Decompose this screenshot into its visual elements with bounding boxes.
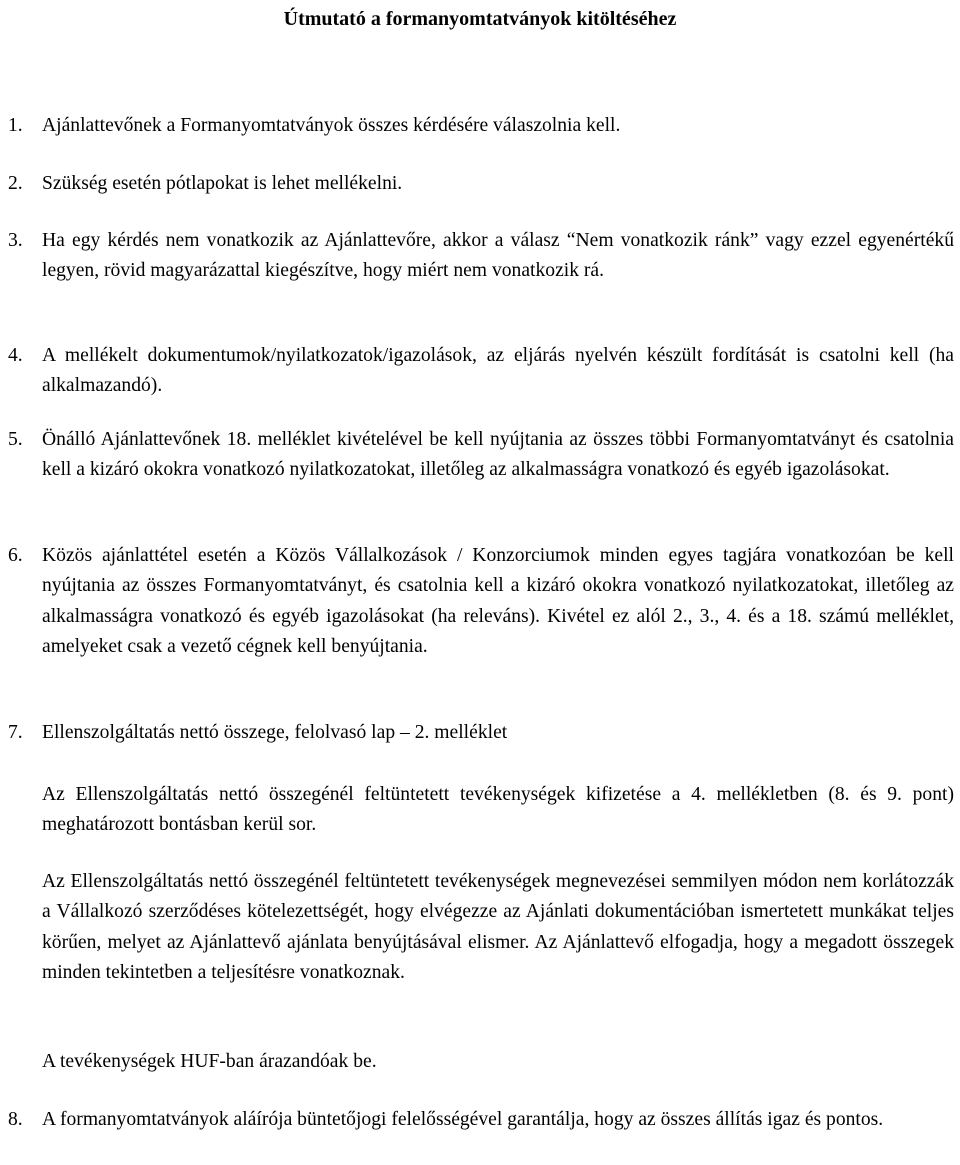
item-text: Ajánlattevőnek a Formanyomtatványok összes kérdésére válaszolnia kell.	[42, 115, 621, 136]
item-number: 3.	[8, 230, 23, 251]
item-text: Közös ajánlattétel esetén a Közös Vállalkozások / Konzorciumok minden egyes tagjára vonatkozóan be kell nyújtania az összes Formanyomtatványt, és csatolnia kell a kizáró okokra vonatkozó nyilatkozatokat, illetőleg az alkalmasságra vonatkozó és egyéb igazolásokat (ha releváns). Kivétel ez alól 2., 3., 4. és a 18. számú melléklet, amelyeket csak a vezető cégnek kell benyújtania.	[42, 545, 954, 658]
item-number: 8.	[8, 1109, 23, 1130]
item-number: 4.	[8, 345, 23, 366]
item-number: 1.	[8, 115, 23, 136]
list-item-3	[8, 226, 954, 287]
item-text: Ha egy kérdés nem vonatkozik az Ajánlattevőre, akkor a válasz “Nem vonatkozik ránk” vagy ezzel egyenértékű legyen, rövid magyarázattal kiegészítve, hogy miért nem vonatkozik rá.	[42, 230, 954, 282]
list-item-4	[8, 341, 954, 402]
item-text: Önálló Ajánlattevőnek 18. melléklet kivételével be kell nyújtania az összes többi Formanyomtatványt és csatolnia kell a kizáró okokra vonatkozó nyilatkozatokat, illetőleg az alkalmasságra vonatkozó és egyéb igazolásokat.	[42, 429, 954, 481]
item-text: Ellenszolgáltatás nettó összege, felolvasó lap – 2. melléklet	[42, 722, 508, 743]
item-number: 2.	[8, 173, 23, 194]
list-item-6	[8, 541, 954, 663]
list-item-5	[8, 425, 954, 486]
item-7-paragraph-1: Az Ellenszolgáltatás nettó összegénél feltüntetett tevékenységek kifizetése a 4. mellékletben (8. és 9. pont) meghatározott bontásban kerül sor.	[42, 784, 954, 836]
item-text: Szükség esetén pótlapokat is lehet mellékelni.	[42, 173, 403, 194]
item-number: 7.	[8, 722, 23, 743]
item-number: 5.	[8, 429, 23, 450]
document-title: Útmutató a formanyomtatványok kitöltéséhez	[283, 8, 677, 30]
list-item-1	[8, 111, 954, 141]
list-item-7	[8, 718, 954, 748]
item-text: A formanyomtatványok aláírója büntetőjogi felelősségével garantálja, hogy az összes állítás igaz és pontos.	[42, 1109, 884, 1130]
list-item-8	[8, 1105, 954, 1135]
item-number: 6.	[8, 545, 23, 566]
list-item-2	[8, 169, 954, 199]
item-7-paragraph-2: Az Ellenszolgáltatás nettó összegénél feltüntetett tevékenységek megnevezései semmilyen módon nem korlátozzák a Vállalkozó szerződéses kötelezettségét, hogy elvégezze az Ajánlati dokumentációban ismertetett munkákat teljes körűen, melyet az Ajánlattevő ajánlata benyújtásával elismer. Az Ajánlattevő elfogadja, hogy a megadott összegek minden tekintetben a teljesítésre vonatkoznak.	[42, 871, 954, 984]
item-7-paragraph-3: A tevékenységek HUF-ban árazandóak be.	[42, 1051, 377, 1072]
item-text: A mellékelt dokumentumok/nyilatkozatok/igazolások, az eljárás nyelvén készült fordítását is csatolni kell (ha alkalmazandó).	[42, 345, 954, 397]
